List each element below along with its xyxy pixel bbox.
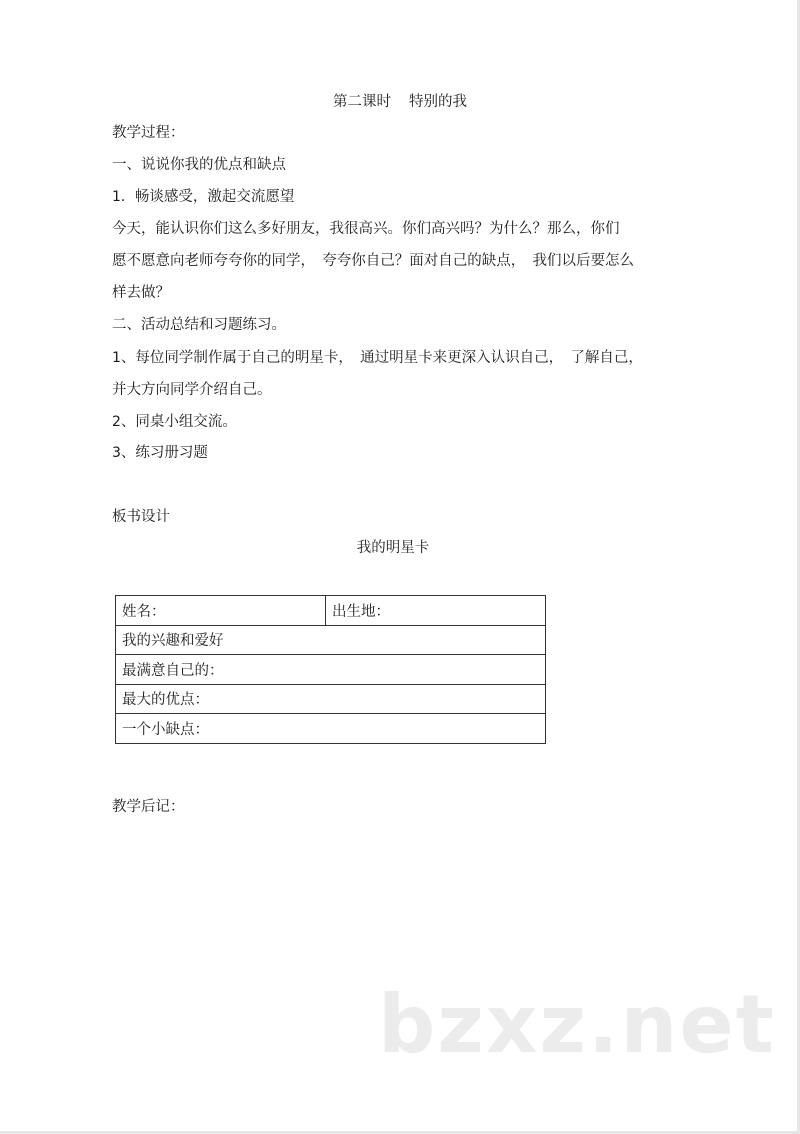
- table-row: [116, 596, 546, 626]
- star-card-table: [115, 595, 546, 744]
- item-number: 3: [112, 445, 121, 461]
- section-2-heading: 二、活动总结和习题练习。: [112, 317, 286, 333]
- weakness-cell: 一个小缺点：: [116, 714, 546, 744]
- section-1-heading: 一、说说你我的优点和缺点: [112, 157, 286, 173]
- table-row: [116, 655, 546, 685]
- paragraph-line-1: 今天，能认识你们这么多好朋友，我很高兴。你们高兴吗？为什么？那么，你们: [112, 221, 620, 237]
- item-number: 2: [112, 414, 121, 430]
- name-cell: 姓名：: [116, 596, 326, 626]
- paragraph-line-2: 愿不愿意向老师夸夸你的同学， 夸夸你自己？面对自己的缺点， 我们以后要怎么: [112, 253, 634, 269]
- item-number: 1: [112, 350, 121, 366]
- star-card-title: 我的明星卡: [356, 540, 430, 556]
- board-design-label: 板书设计: [112, 509, 170, 525]
- section-1-item-1: [112, 187, 294, 207]
- afterword-label: 教学后记：: [112, 799, 185, 815]
- satisfied-cell: 最满意自己的：: [116, 655, 546, 685]
- strength-cell: 最大的优点：: [116, 684, 546, 714]
- table-row: [116, 714, 546, 744]
- birthplace-cell: 出生地：: [326, 596, 546, 626]
- table-row: [116, 684, 546, 714]
- hobby-cell: 我的兴趣和爱好: [116, 625, 546, 655]
- section-2-item-2: [112, 412, 237, 432]
- lesson-title: [0, 92, 800, 112]
- item-number: 1．: [112, 189, 135, 205]
- item-text: 、练习册习题: [120, 445, 208, 461]
- item-text: 、同桌小组交流。: [120, 414, 237, 430]
- paragraph-line-3: 样去做？: [112, 285, 170, 301]
- process-label: 教学过程：: [112, 125, 185, 141]
- lesson-name: 特别的我: [409, 94, 467, 110]
- table-row: [116, 625, 546, 655]
- section-2-item-1-line-2: 并大方向同学介绍自己。: [112, 382, 272, 398]
- section-2-item-1-line-1: [112, 348, 643, 368]
- section-2-item-3: [112, 443, 208, 463]
- item-text: 畅谈感受，激起交流愿望: [134, 189, 295, 205]
- lesson-number: 第二课时: [333, 94, 391, 110]
- site-watermark: bzxz.net: [378, 978, 776, 1071]
- item-text: 、每位同学制作属于自己的明星卡， 通过明星卡来更深入认识自己， 了解自己，: [120, 350, 643, 366]
